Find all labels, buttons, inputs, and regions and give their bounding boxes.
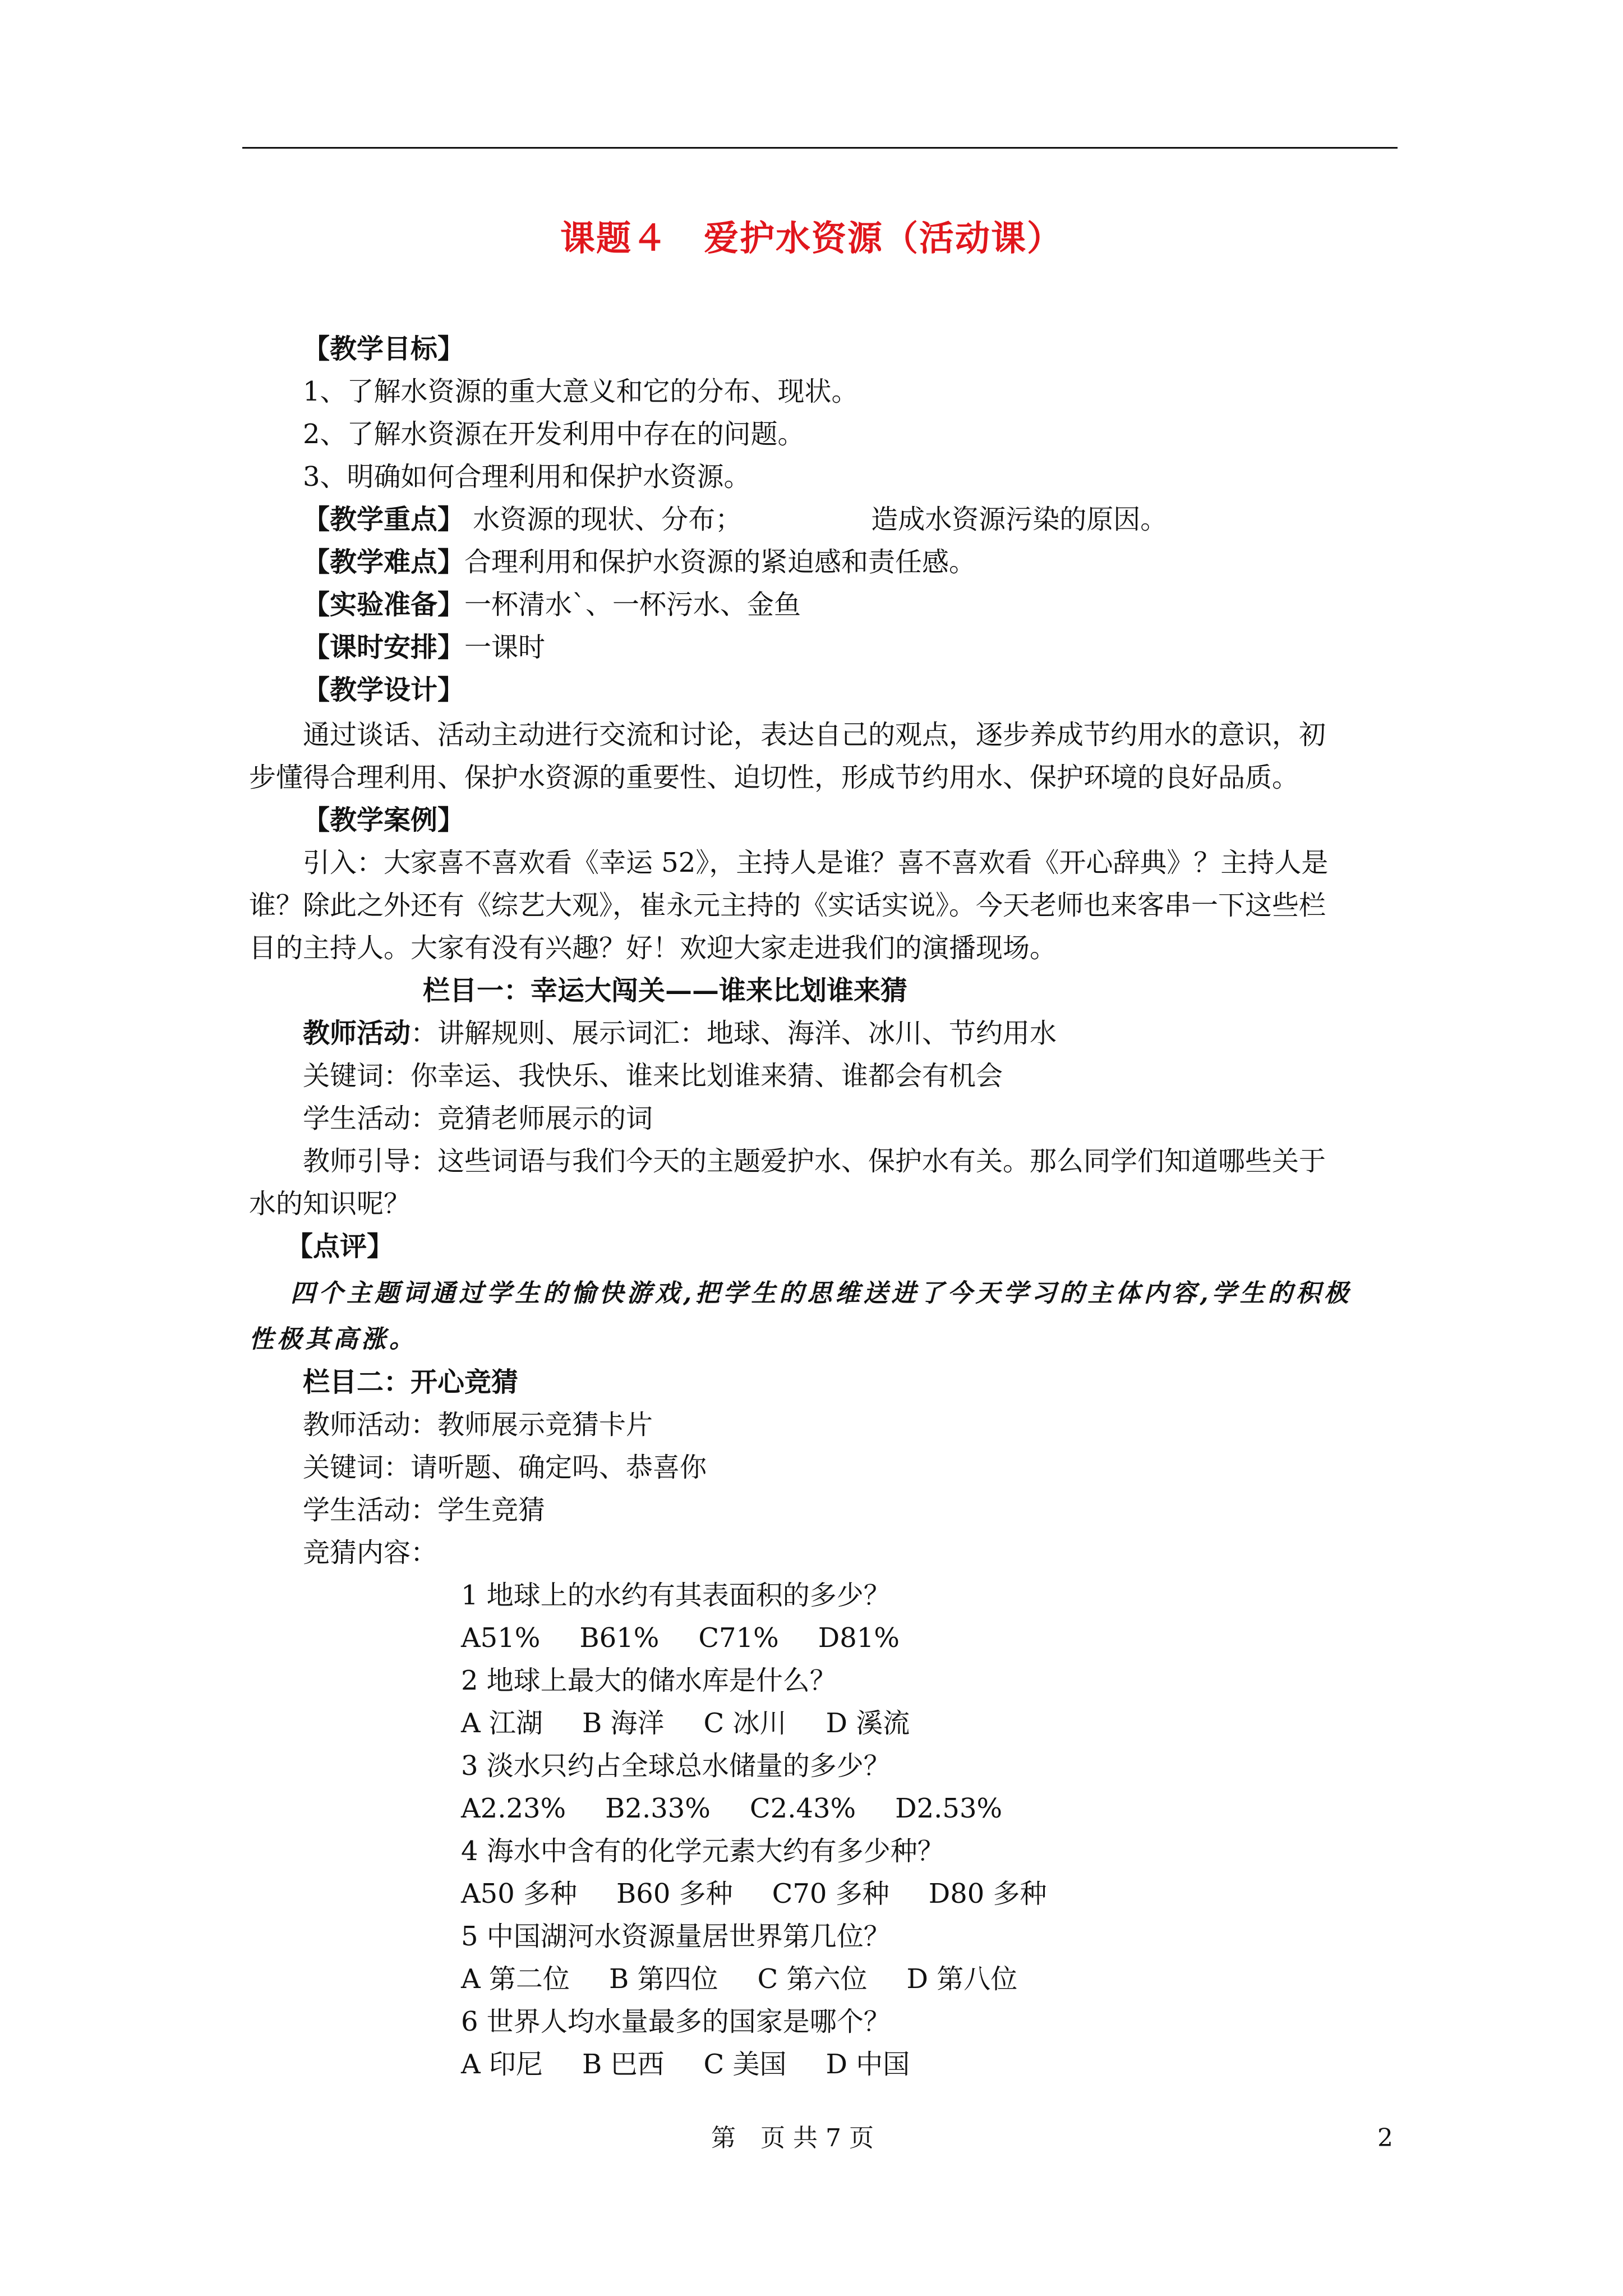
quiz-option: B 海洋 xyxy=(582,1708,665,1739)
design-heading: 【教学设计】 xyxy=(303,674,465,706)
quiz-options-2 xyxy=(461,1705,949,1741)
quiz-question-2: 2 地球上最大的储水库是什么？ xyxy=(461,1665,837,1696)
quiz-option: D 中国 xyxy=(826,2049,910,2080)
section2-teacher: 教师活动：教师展示竞猜卡片 xyxy=(303,1409,653,1441)
materials xyxy=(303,587,801,623)
schedule-text: 一课时 xyxy=(464,632,546,663)
quiz-option: B 巴西 xyxy=(582,2049,665,2080)
quiz-question-4: 4 海水中含有的化学元素大约有多少种？ xyxy=(461,1835,944,1867)
quiz-option: A50 多种 xyxy=(461,1878,578,1910)
intro-line-1: 引入：大家喜不喜欢看《幸运 52》，主持人是谁？喜不喜欢看《开心辞典》？主持人是 xyxy=(303,847,1329,878)
quiz-option: B60 多种 xyxy=(616,1878,733,1910)
difficulty-text: 合理利用和保护水资源的紧迫感和责任感。 xyxy=(464,546,976,578)
objective-1: 1、了解水资源的重大意义和它的分布、现状。 xyxy=(303,376,859,407)
key-points xyxy=(303,501,1167,537)
quiz-options-5 xyxy=(461,1961,1057,1997)
quiz-option: B2.33% xyxy=(605,1793,711,1824)
design-line-2: 步懂得合理利用、保护水资源的重要性、迫切性，形成节约用水、保护环境的良好品质。 xyxy=(249,762,1299,793)
case-heading: 【教学案例】 xyxy=(303,804,465,836)
quiz-option: C 冰川 xyxy=(703,1708,787,1739)
objective-2: 2、了解水资源在开发利用中存在的问题。 xyxy=(303,418,805,450)
section1-keywords: 关键词：你幸运、我快乐、谁来比划谁来猜、谁都会有机会 xyxy=(303,1060,1003,1092)
section1-teacher-label: 教师活动 xyxy=(303,1018,411,1049)
intro-line-3: 目的主持人。大家有没有兴趣？好！欢迎大家走进我们的演播现场。 xyxy=(249,932,1057,964)
quiz-option: B 第四位 xyxy=(608,1963,718,1995)
quiz-options-6 xyxy=(461,2046,949,2082)
design-line-1: 通过谈话、活动主动进行交流和讨论，表达自己的观点，逐步养成节约用水的意识，初 xyxy=(303,719,1326,751)
section1-student: 学生活动：竞猜老师展示的词 xyxy=(303,1103,653,1134)
difficulty-label: 【教学难点】 xyxy=(303,546,465,578)
section2-student: 学生活动：学生竞猜 xyxy=(303,1494,546,1526)
schedule xyxy=(303,629,545,665)
quiz-option: D 第八位 xyxy=(906,1963,1018,1995)
footer-page-number: 2 xyxy=(1377,2124,1393,2152)
key-points-label: 【教学重点】 xyxy=(303,504,465,535)
quiz-option: C71% xyxy=(698,1622,779,1654)
section1-guide-line-2: 水的知识呢？ xyxy=(249,1188,411,1220)
materials-text: 一杯清水`、一杯污水、金鱼 xyxy=(464,589,801,620)
quiz-option: D81% xyxy=(818,1622,900,1654)
section1-heading: 栏目一：幸运大闯关——谁来比划谁来猜 xyxy=(423,975,908,1006)
quiz-question-6: 6 世界人均水量最多的国家是哪个？ xyxy=(461,2006,891,2037)
quiz-option: A51% xyxy=(461,1622,541,1654)
footer-page-info: 第 页 共 7 页 xyxy=(711,2124,874,2152)
intro-line-2: 谁？除此之外还有《综艺大观》，崔永元主持的《实话实说》。今天老师也来客串一下这些栏 xyxy=(249,890,1326,921)
section2-content-label: 竞猜内容： xyxy=(303,1537,438,1568)
quiz-option: C 第六位 xyxy=(757,1963,868,1995)
quiz-question-5: 5 中国湖河水资源量居世界第几位？ xyxy=(461,1921,891,1952)
quiz-option: D80 多种 xyxy=(928,1878,1047,1910)
quiz-option: C 美国 xyxy=(703,2049,787,2080)
quiz-question-3: 3 淡水只约占全球总水储量的多少？ xyxy=(461,1750,891,1782)
quiz-option: A 第二位 xyxy=(461,1963,570,1995)
materials-label: 【实验准备】 xyxy=(303,589,465,620)
objectives-heading: 【教学目标】 xyxy=(303,333,465,365)
page-title: 课题４ 爱护水资源（活动课） xyxy=(560,218,1063,259)
review-line-2: 性极其高涨。 xyxy=(249,1325,417,1354)
quiz-option: A 印尼 xyxy=(461,2049,543,2080)
quiz-option: C70 多种 xyxy=(772,1878,889,1910)
quiz-option: C2.43% xyxy=(749,1793,856,1824)
schedule-label: 【课时安排】 xyxy=(303,632,465,663)
review-line-1: 四个主题词通过学生的愉快游戏,把学生的思维送进了今天学习的主体内容,学生的积极 xyxy=(291,1279,1352,1308)
header-rule xyxy=(242,147,1398,149)
section1-guide-line-1: 教师引导：这些词语与我们今天的主题爱护水、保护水有关。那么同学们知道哪些关于 xyxy=(303,1145,1326,1177)
section1-teacher xyxy=(303,1015,1057,1051)
key-points-text-a: 水资源的现状、分布； xyxy=(464,504,743,535)
section2-heading: 栏目二：开心竞猜 xyxy=(303,1366,519,1398)
section1-teacher-text: ：讲解规则、展示词汇：地球、海洋、冰川、节约用水 xyxy=(411,1018,1057,1049)
quiz-option: A 江湖 xyxy=(461,1708,543,1739)
quiz-option: D 溪流 xyxy=(826,1708,910,1739)
key-points-text-b: 造成水资源污染的原因。 xyxy=(871,504,1168,535)
quiz-options-3 xyxy=(461,1791,1041,1826)
quiz-option: A2.23% xyxy=(461,1793,566,1824)
quiz-option: D2.53% xyxy=(895,1793,1003,1824)
quiz-options-1 xyxy=(461,1620,939,1656)
quiz-options-4 xyxy=(461,1876,1086,1912)
objective-3: 3、明确如何合理利用和保护水资源。 xyxy=(303,461,751,493)
review-heading: 【点评】 xyxy=(286,1231,394,1262)
quiz-option: B61% xyxy=(579,1622,660,1654)
difficulty xyxy=(303,544,976,580)
section2-keywords: 关键词：请听题、确定吗、恭喜你 xyxy=(303,1452,707,1483)
quiz-question-1: 1 地球上的水约有其表面积的多少？ xyxy=(461,1580,891,1611)
